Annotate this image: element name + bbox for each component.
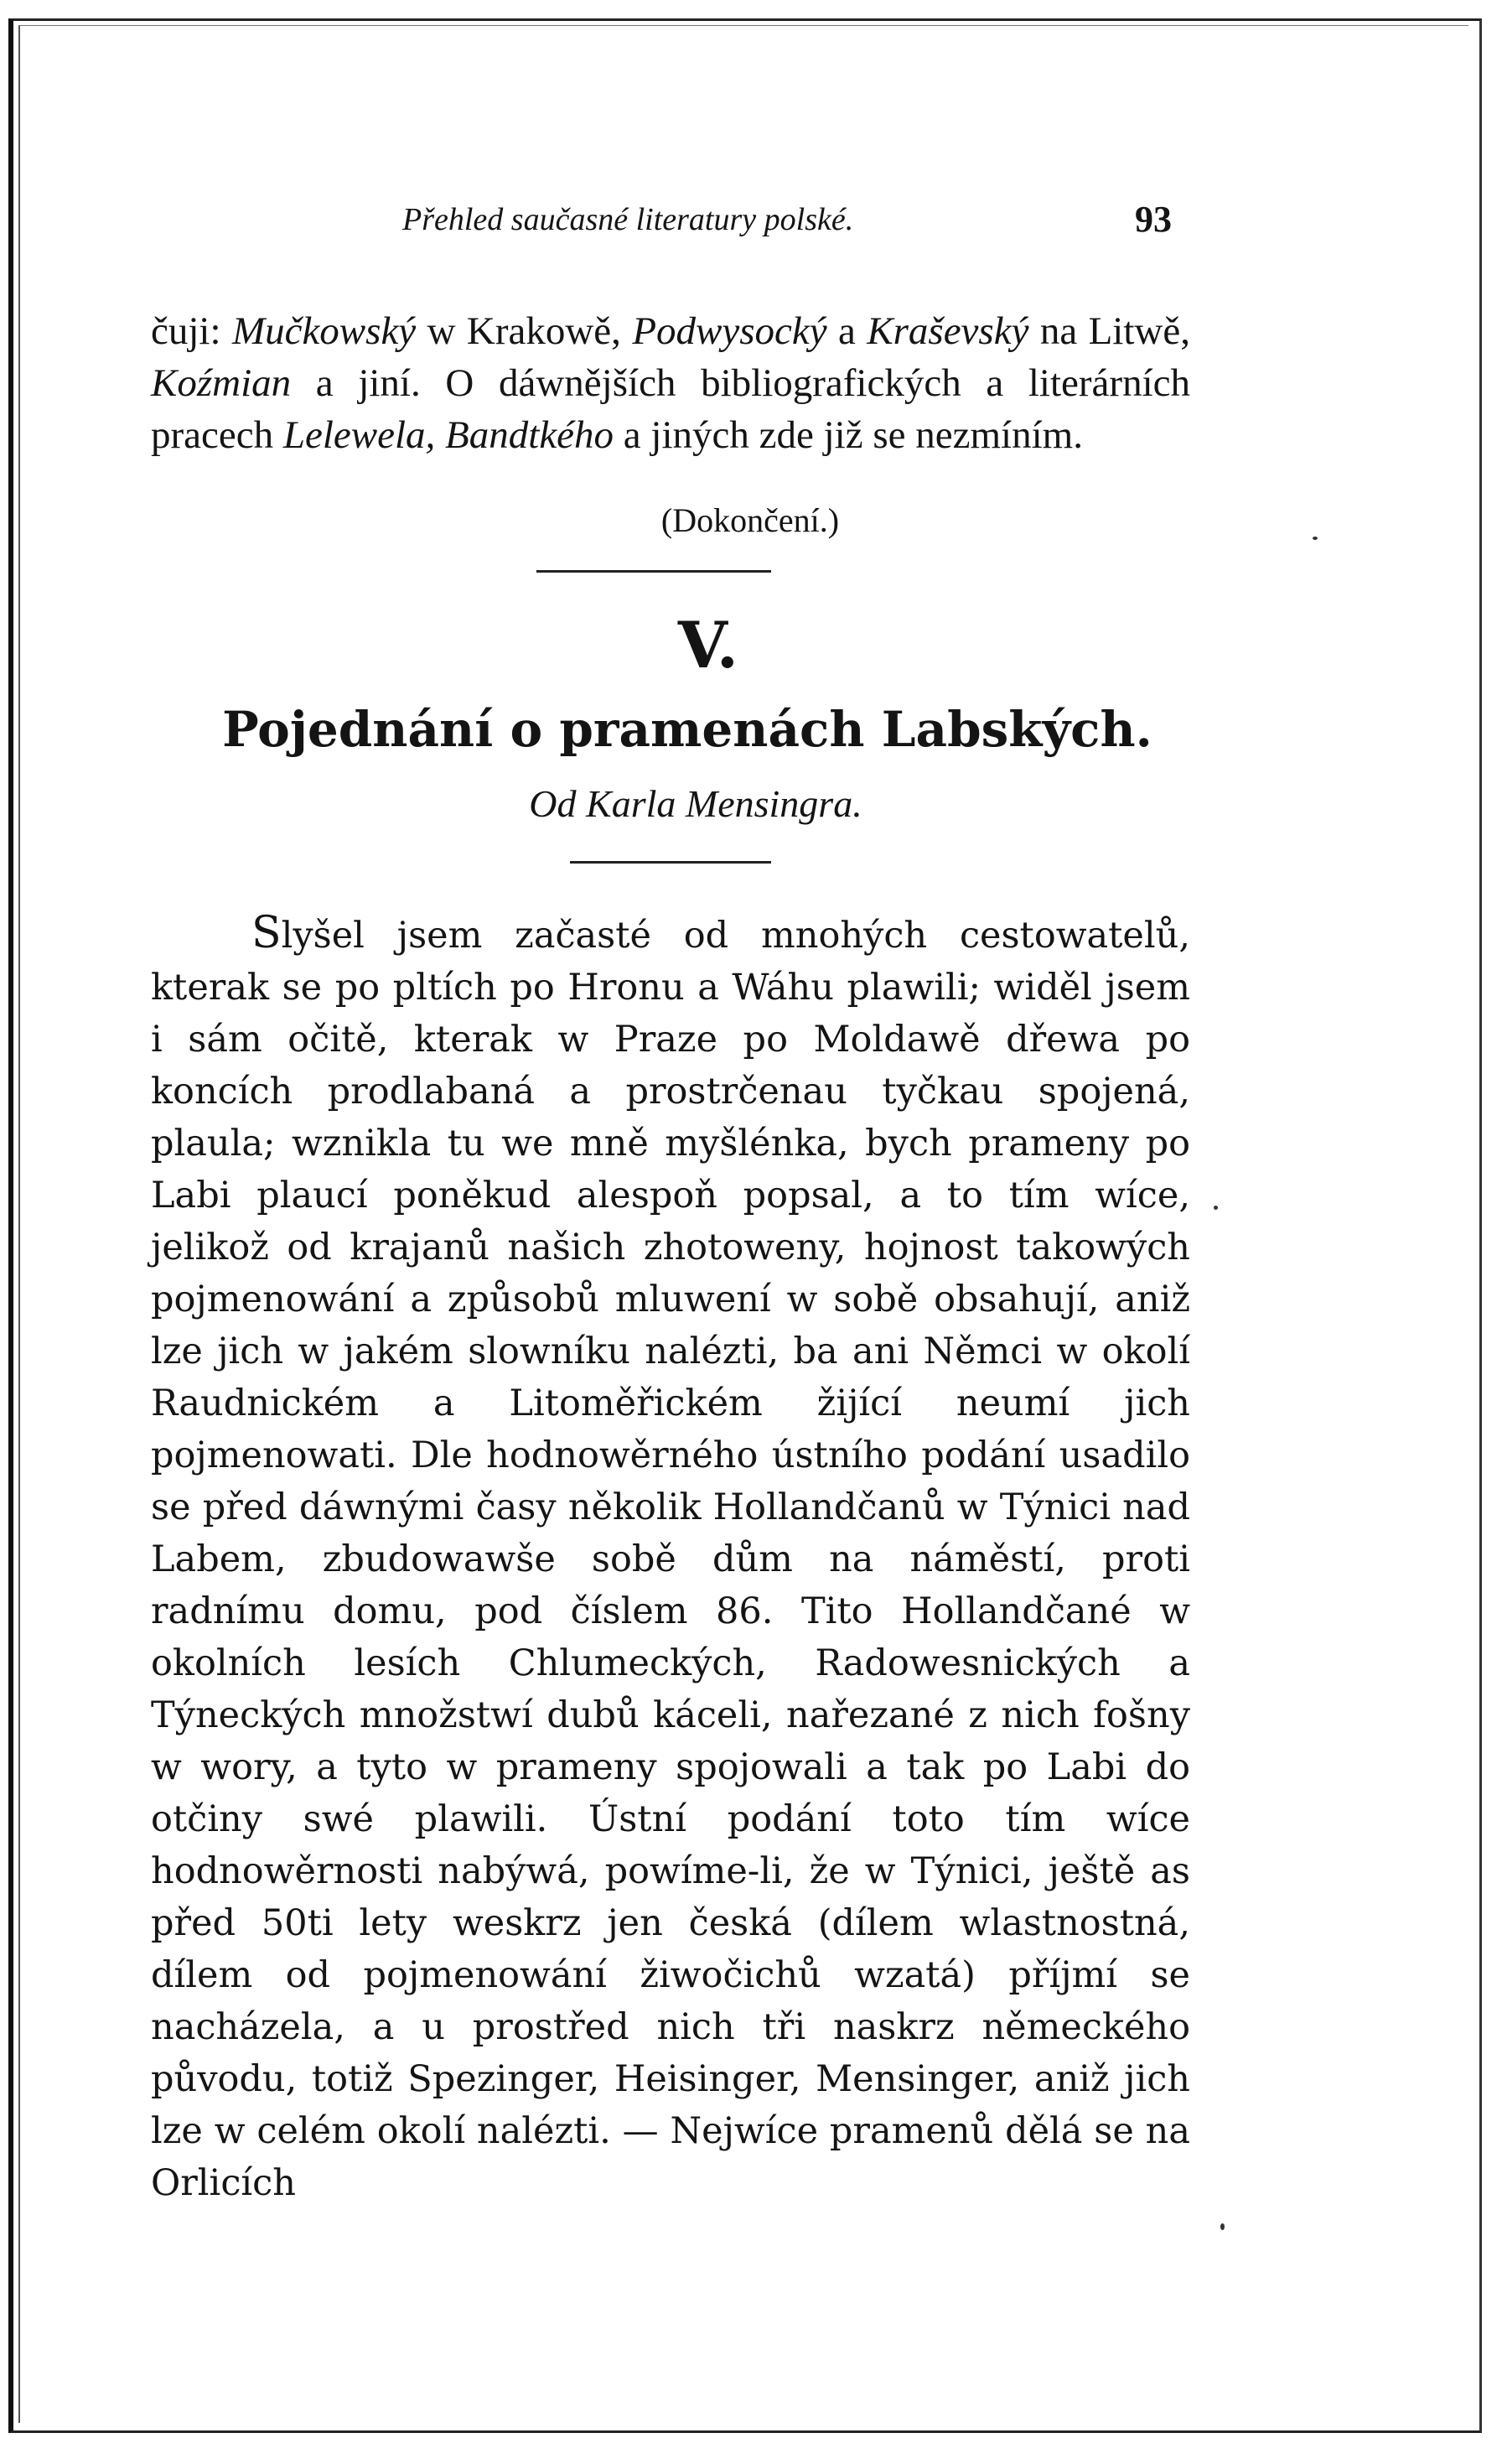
article-author: Od Karla Mensingra.	[529, 782, 862, 825]
running-title: Přehled saučasné literatury polské.	[402, 202, 854, 237]
separator-rule	[570, 861, 771, 864]
intro-text: w Krakowě,	[416, 309, 633, 353]
page-number: 93	[1135, 199, 1172, 240]
italic-name: Koźmian	[151, 361, 292, 405]
article-title: Pojednání o pramenách Labských.	[222, 701, 1152, 758]
drop-capital: S	[251, 908, 282, 958]
separator-rule	[536, 570, 771, 573]
italic-name: Kraševský	[867, 309, 1029, 353]
ink-speck	[1214, 1206, 1218, 1210]
intro-text: čuji:	[151, 309, 232, 353]
running-head	[151, 201, 1190, 252]
intro-text: na Litwě,	[1028, 309, 1190, 353]
intro-text: a	[826, 309, 868, 353]
section-numeral: V.	[677, 608, 739, 682]
italic-name: Podwysocký	[632, 309, 827, 353]
intro-text: a jiní. O dáwnějších bibliografických a literárních pracech	[151, 361, 1190, 457]
body-text: lyšel jsem začasté od mnohých cestowatelů, kterak se po pltích po Hronu a Wáhu plawili; widěl jsem i sám očitě, kterak w Praze po Moldawě dřewa po koncích prodlabaná a prostrčenau tyčkau spojená, plaula; wznikla tu we mně myšlénka, bych prameny po Labi plaucí poněkud alespoň popsal, a to tím wíce, jelikož od krajanů našich zhotoweny, hojnost takowých pojmenowání a způsobů mluwení w sobě obsahují, aniž lze jich w jakém slowníku nalézti, ba ani Němci w okolí Raudnickém a Litoměřickém žijící neumí jich pojmenowati. Dle hodnowěrného ústního podání usadilo se před dáwnými časy několik Hollandčanů w Týnici nad Labem, zbudowawše sobě dům na náměstí, proti radnímu domu, pod číslem 86. Tito Hollandčané w okolních lesích Chlumeckých, Radowesnických a Týneckých množstwí dubů káceli, nařezané z nich fošny w wory, a tyto w prameny spojowali a tak po Labi do otčiny swé plawili. Ústní podání toto tím wíce hodnowěrnosti nabýwá, powíme-li, že w Týnici, ještě as před 50ti lety weskrz jen česká (dílem wlastnostná, dílem od pojmenowání žiwočichů wzatá) příjmí se nacházela, a u prostřed nich tři naskrz německého původu, totiž Spezinger, Heisinger, Mensinger, aniž jich lze w celém okolí nalézti. — Nejwíce pramenů dělá se na Orlicích	[151, 915, 1190, 2204]
italic-name: Lelewela, Bandtkého	[282, 413, 614, 457]
page-content	[151, 201, 1190, 2245]
intro-text: a jiných zde již se nezmíním.	[614, 413, 1083, 457]
continuation-note: (Dokončení.)	[660, 501, 840, 539]
body-paragraph	[151, 907, 1190, 2209]
ink-speck	[1313, 537, 1318, 540]
ink-speck	[1220, 2223, 1225, 2230]
intro-paragraph	[151, 305, 1190, 461]
italic-name: Mučkowský	[231, 309, 417, 353]
